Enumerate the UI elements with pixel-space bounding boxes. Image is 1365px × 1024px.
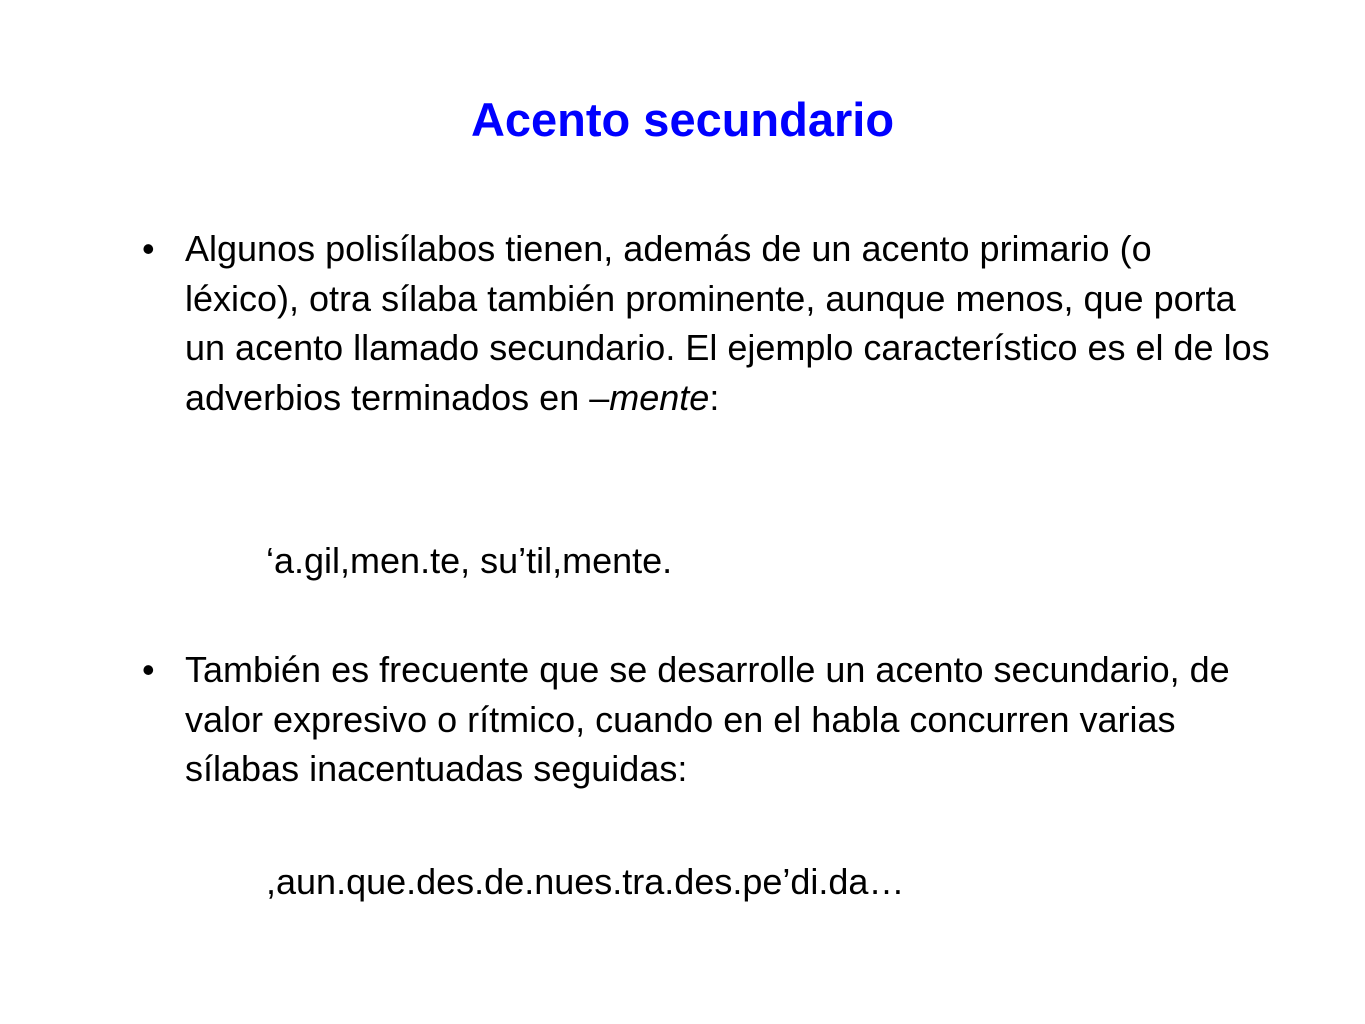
bullet-marker: • <box>142 228 155 269</box>
bullet-text-italic: mente <box>609 376 710 418</box>
bullet-text-end: : <box>709 376 720 418</box>
bullet-text-main: Algunos polisílabos tienen, además de un acento primario (o léxico), otra sílaba también prominente, aunque menos, que porta un acento llamado secundario. El ejemplo característico es el de los adverbios terminados en – <box>185 228 1270 418</box>
example-transcription-2: ,aun.que.des.de.nues.tra.des.pe’di.da… <box>266 861 905 902</box>
bullet-item-2 <box>142 645 1272 794</box>
example-transcription-1: ‘a.gil,men.te, su’til,mente. <box>266 540 673 581</box>
slide-title: Acento secundario <box>470 93 895 146</box>
bullet-item-1 <box>142 224 1272 422</box>
bullet-marker: • <box>142 649 155 690</box>
bullet-text: También es frecuente que se desarrolle un acento secundario, de valor expresivo o rítmico, cuando en el habla concurren varias sílabas inacentuadas seguidas: <box>185 649 1230 789</box>
bullet-text <box>185 224 1272 422</box>
